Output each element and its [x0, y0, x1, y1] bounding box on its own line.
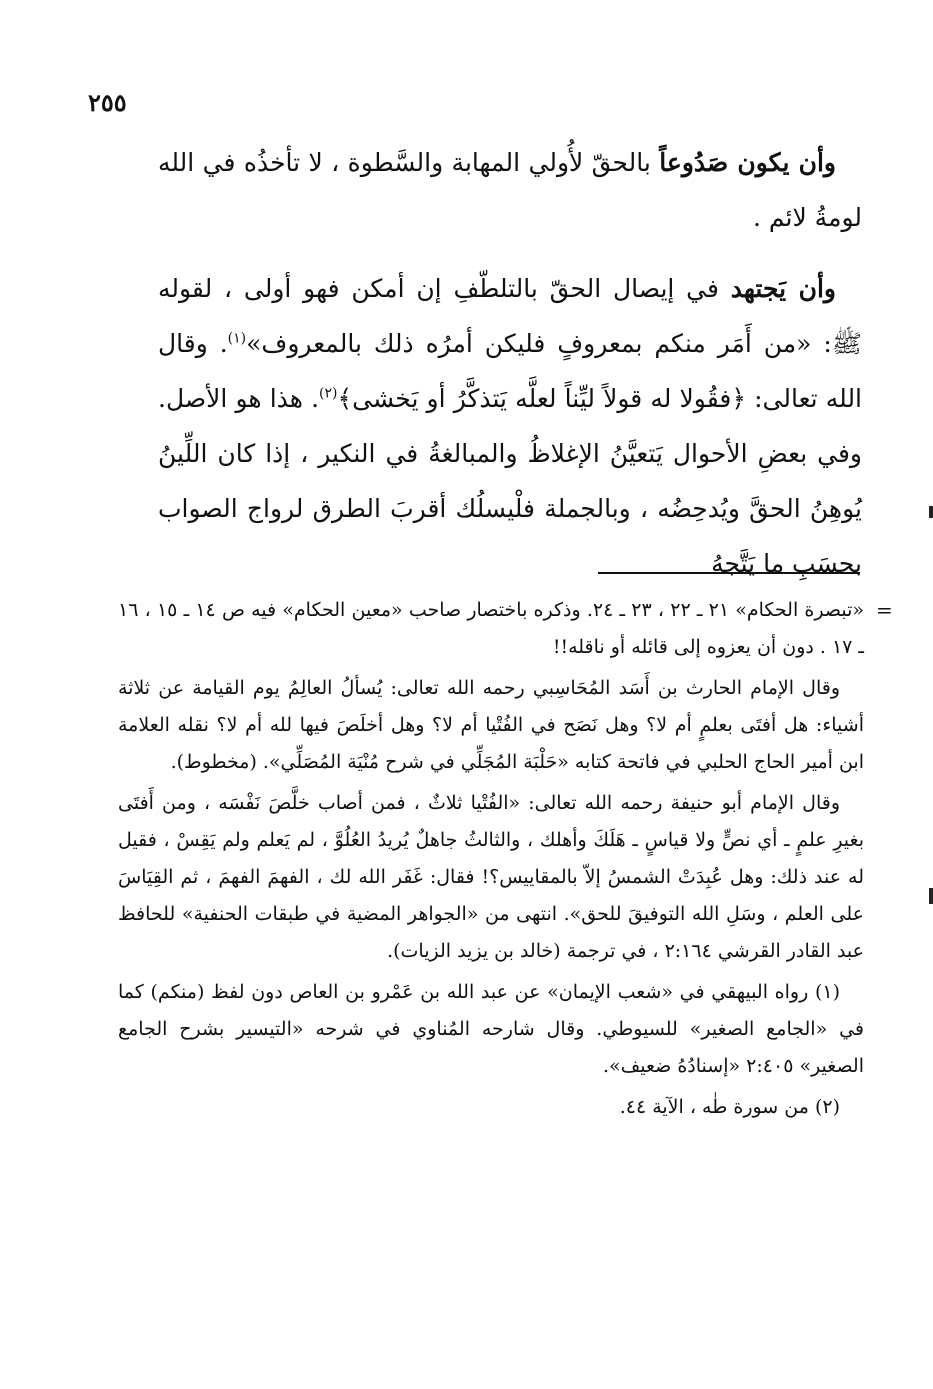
paragraph-text: في إيصال الحقّ بالتلطّفِ إن أمكن فهو أولى ، لقوله ﷺ: «من أَمَر منكم بمعروفٍ فليكن أمرُه ذلك بالمعروف» — [158, 274, 862, 358]
footnote-2: (٢) من سورة طٰه ، الآية ٤٤. — [619, 1096, 840, 1118]
paragraph-text: . هذا هو الأصل. وفي بعضِ الأحوال يَتعيَّنُ الإغلاظُ والمبالغةُ في النكير ، إذا كان اللِّينُ يُوهِنُ الحقَّ ويُدحِضُه ، وبالجملة فلْيسلُك أقربَ الطرق لرواج الصواب بحسَبِ ما يَتَّجهُ — [158, 384, 862, 578]
paragraph-lead: وأن يكون صَدُوعاً — [659, 148, 836, 177]
footnote-ref-1[interactable]: (١) — [227, 330, 247, 347]
footnote-continuation: «تبصرة الحكام» ٢١ ـ ٢٢ ، ٢٣ ـ ٢٤. وذكره باختصار صاحب «معين الحكام» فيه ص ١٤ ـ ١٥ ، ١٦ ـ ١٧ . دون أن يعزوه إلى قائله أو ناقله!! — [118, 599, 864, 658]
footnote-1: (١) رواه البيهقي في «شعب الإيمان» عن عبد الله بن عَمْرو بن العاص دون لفظ (منكم) كما في «الجامع الصغير» للسيوطي. وقال شارحه المُناوي في شرحه «التيسير بشرح الجامع الصغير» ٢:٤٠٥ «إسنادُهُ ضعيف». — [118, 981, 864, 1077]
footnote-ref-2[interactable]: (٢) — [319, 385, 338, 402]
paragraph-sadu — [158, 135, 862, 245]
paragraph-text: بالحقّ لأُولي المهابة والسَّطوة ، لا تأخذُه في الله لومةُ لائم . — [158, 148, 862, 232]
footnote-muhasibi: وقال الإمام الحارث بن أَسَد المُحَاسِبي رحمه الله تعالى: يُسألُ العالِمُ يوم القيامة عن ثلاثة أشياء: هل أفتَى بعلمٍ أم لا؟ وهل نَصَح في الفُتْيا أم لا؟ وهل أخلَصَ فيها لله أم لا؟ نقله العلامة ابن أمير الحاج الحلبي في فاتحة كتابه «حَلْبَة المُجَلِّي في شرح مُنْيَة المُصَلِّي». (مخطوط). — [118, 677, 864, 773]
scan-edge-mark — [929, 506, 933, 518]
footnote-separator — [598, 572, 860, 574]
page-number: ٢٥٥ — [88, 88, 127, 117]
scan-edge-mark — [929, 888, 933, 904]
footnote-abu-hanifa: وقال الإمام أبو حنيفة رحمه الله تعالى: «الفُتْيا ثلاثٌ ، فمن أصاب خلَّصَ نَفْسَه ، ومن أَفتَى بغيرِ علمٍ ـ أي نصٍّ ولا قياسٍ ـ هَلَكَ وأهلك ، والثالثُ جاهلٌ يُريدُ العُلُوَّ ، لم يَعلم ولم يَقِسْ ، فقيل له عند ذلك: وهل عُبِدَتْ الشمسُ إلاّ بالمقاييس؟! فقال: غَفَر الله لك ، الفهمَ الفهمَ ، ثم القِيَاسَ على العلم ، وسَلِ الله التوفيقَ للحق». انتهى من «الجواهر المضية في طبقات الحنفية» للحافظ عبد القادر القرشي ٢:١٦٤ ، في ترجمة (خالد بن يزيد الزيات). — [118, 792, 864, 962]
paragraph-ijtihad — [158, 261, 862, 591]
main-text — [158, 135, 862, 607]
continuation-mark: = — [876, 598, 893, 622]
footnotes — [118, 592, 864, 1130]
paragraph-text: . وقال الله تعالى: ﴿فقُولا له قولاً ليِّناً لعلَّه يَتذكَّرُ أو يَخشى﴾ — [158, 329, 863, 413]
paragraph-lead: وأن يَجتهد — [730, 274, 836, 303]
